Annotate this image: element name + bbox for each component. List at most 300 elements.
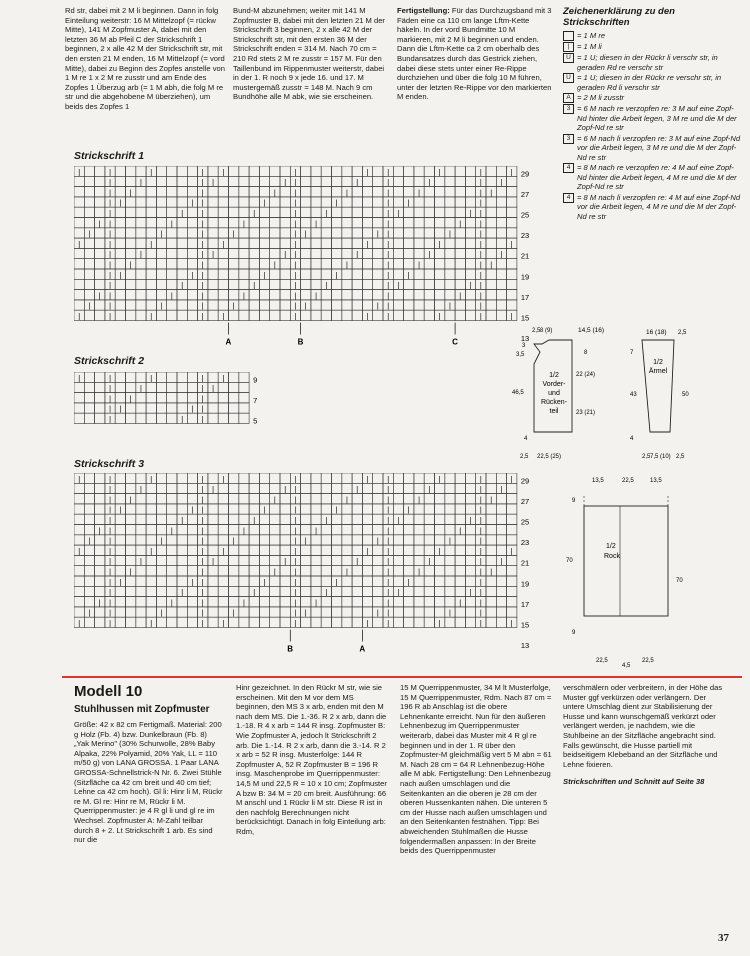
chart-stitch-mark: | xyxy=(304,229,307,239)
sleeve-w-bottom: 7,5 (10) xyxy=(650,454,671,460)
chart-stitch-mark: | xyxy=(222,311,225,321)
chart-cell xyxy=(177,259,187,269)
chart-cell xyxy=(373,525,383,535)
legend-item xyxy=(563,93,743,103)
chart-cell xyxy=(208,403,218,413)
chart-stitch-mark: | xyxy=(109,229,112,239)
chart-cell xyxy=(332,238,342,248)
chart-cell xyxy=(84,279,94,289)
chart-stitch-mark: | xyxy=(263,505,266,515)
chart-stitch-mark: | xyxy=(201,280,204,290)
chart-cell xyxy=(404,228,414,238)
chart-stitch-mark: | xyxy=(387,597,390,607)
chart-stitch-mark: | xyxy=(438,546,441,556)
chart-cell xyxy=(126,300,136,310)
chart-stitch-mark: | xyxy=(294,167,297,177)
chart-arrow-label: B xyxy=(287,644,294,654)
legend-text: = 8 M nach li verzopfen re: 4 M auf eine Zopf-Nd vor die Arbeit legen, 4 M re und die M der Zopf-Nd re str xyxy=(577,192,741,221)
chart-stitch-mark: | xyxy=(490,494,493,504)
chart-cell xyxy=(156,218,166,228)
chart-cell xyxy=(239,535,249,545)
body-label-4: Rücken- xyxy=(540,399,568,406)
chart-cell xyxy=(465,300,475,310)
chart-cell xyxy=(280,607,290,617)
chart-cell xyxy=(136,514,146,524)
chart-cell xyxy=(115,607,125,617)
chart-cell xyxy=(218,555,228,565)
chart-stitch-mark: | xyxy=(109,249,112,259)
chart-cell xyxy=(136,535,146,545)
chart-cell xyxy=(187,290,197,300)
chart-cell xyxy=(424,586,434,596)
chart-cell xyxy=(445,586,455,596)
chart-cell xyxy=(146,586,156,596)
chart-stitch-mark: | xyxy=(387,311,390,321)
chart-stitch-mark: | xyxy=(448,229,451,239)
chart-cell xyxy=(332,483,342,493)
chart-cell xyxy=(156,514,166,524)
chart-cell xyxy=(229,238,239,248)
chart-stitch-mark: | xyxy=(201,301,204,311)
chart-cell xyxy=(136,473,146,483)
body-w-bottom: 22,5 (25) xyxy=(537,454,562,460)
chart-cell xyxy=(136,576,146,586)
chart-cell xyxy=(187,382,197,392)
chart-cell xyxy=(156,555,166,565)
chart-cell xyxy=(95,607,105,617)
chart-cell xyxy=(362,279,372,289)
chart-cell xyxy=(455,545,465,555)
chart-cell xyxy=(167,310,177,320)
chart-cell xyxy=(208,525,218,535)
chart-cell xyxy=(301,187,311,197)
chart-stitch-mark: | xyxy=(479,229,482,239)
chart-cell xyxy=(507,555,517,565)
chart-cell xyxy=(270,248,280,258)
chart-cell xyxy=(311,504,321,514)
page-number: 37 xyxy=(718,932,729,944)
chart-cell xyxy=(115,166,125,176)
chart-cell xyxy=(208,310,218,320)
chart-stitch-mark: | xyxy=(510,474,513,484)
chart-cell xyxy=(249,228,259,238)
chart-cell xyxy=(280,187,290,197)
chart-cell xyxy=(373,187,383,197)
chart-cell xyxy=(465,176,475,186)
chart-stitch-mark: | xyxy=(407,577,410,587)
chart-stitch-mark: | xyxy=(315,218,318,228)
chart-cell xyxy=(465,535,475,545)
chart-stitch-mark: | xyxy=(109,414,112,424)
chart-cell xyxy=(373,483,383,493)
chart-row-label: 19 xyxy=(520,272,530,282)
chart-cell xyxy=(455,248,465,258)
chart-stitch-mark: | xyxy=(109,536,112,546)
chart-cell xyxy=(249,269,259,279)
model-title: Modell 10 xyxy=(74,683,143,700)
chart-cell xyxy=(342,310,352,320)
chart-cell xyxy=(270,607,280,617)
chart-cell xyxy=(486,207,496,217)
chart-cell xyxy=(218,597,228,607)
chart-cell xyxy=(404,166,414,176)
chart-cell xyxy=(393,576,403,586)
chart-cell xyxy=(218,382,228,392)
chart-cell xyxy=(146,382,156,392)
chart-cell xyxy=(486,576,496,586)
chart-cell xyxy=(393,248,403,258)
chart-cell xyxy=(95,576,105,586)
chart-cell xyxy=(414,248,424,258)
chart-cell xyxy=(424,218,434,228)
chart-cell xyxy=(115,413,125,423)
chart-cell xyxy=(95,504,105,514)
chart-row-label: 23 xyxy=(520,538,530,548)
chart-stitch-mark: | xyxy=(294,597,297,607)
chart-cell xyxy=(465,269,475,279)
chart-cell xyxy=(362,176,372,186)
chart-cell xyxy=(156,382,166,392)
chart-cell xyxy=(218,300,228,310)
chart-cell xyxy=(187,535,197,545)
chart-cell xyxy=(486,248,496,258)
chart-cell xyxy=(249,290,259,300)
chart-cell xyxy=(414,228,424,238)
chart-cell xyxy=(414,504,424,514)
chart-stitch-mark: | xyxy=(479,536,482,546)
chart-cell xyxy=(115,248,125,258)
chart-cell xyxy=(167,372,177,382)
chart-cell xyxy=(301,566,311,576)
chart-cell xyxy=(404,514,414,524)
chart-cell xyxy=(404,248,414,258)
chart-stitch-mark: | xyxy=(109,208,112,218)
chart-cell xyxy=(424,310,434,320)
chart-cell xyxy=(455,197,465,207)
chart-cell xyxy=(301,504,311,514)
chart-cell xyxy=(74,413,84,423)
chart-stitch-mark: | xyxy=(119,198,122,208)
chart-cell xyxy=(74,279,84,289)
chart-stitch-mark: | xyxy=(150,311,153,321)
chart-stitch-mark: | xyxy=(201,525,204,535)
chart-cell xyxy=(239,197,249,207)
sleeve-label-1: 1/2 xyxy=(653,359,663,366)
chart-cell xyxy=(373,259,383,269)
chart-cell xyxy=(115,545,125,555)
chart-stitch-mark: | xyxy=(201,177,204,187)
chart-stitch-mark: | xyxy=(469,515,472,525)
chart-stitch-mark: | xyxy=(170,597,173,607)
chart-cell xyxy=(435,535,445,545)
chart-cell xyxy=(393,566,403,576)
chart-cell xyxy=(373,290,383,300)
chart-cell xyxy=(445,555,455,565)
chart-cell xyxy=(74,382,84,392)
chart-stitch-mark: | xyxy=(201,270,204,280)
chart-cell xyxy=(280,310,290,320)
legend-symbol-icon: 3 xyxy=(563,104,574,114)
chart-cell xyxy=(301,514,311,524)
chart-stitch-mark: | xyxy=(88,301,91,311)
chart-cell xyxy=(352,238,362,248)
chart-cell xyxy=(187,300,197,310)
chart-cell xyxy=(187,597,197,607)
chart-cell xyxy=(404,566,414,576)
chart-cell xyxy=(146,207,156,217)
chart-cell xyxy=(445,279,455,289)
chart-cell xyxy=(187,586,197,596)
chart-cell xyxy=(136,525,146,535)
chart-cell xyxy=(455,514,465,524)
chart-cell xyxy=(270,279,280,289)
chart-cell xyxy=(249,483,259,493)
chart-cell xyxy=(177,525,187,535)
chart-cell xyxy=(208,238,218,248)
body-w-left-top: 2,5 xyxy=(532,328,541,334)
chart-row-label: 25 xyxy=(520,210,530,220)
chart-cell xyxy=(486,535,496,545)
chart-cell xyxy=(280,300,290,310)
chart-cell xyxy=(486,269,496,279)
chart-cell xyxy=(321,535,331,545)
chart-cell xyxy=(280,494,290,504)
chart-cell xyxy=(95,403,105,413)
chart-cell xyxy=(156,310,166,320)
chart-cell xyxy=(84,290,94,300)
chart-cell xyxy=(332,473,342,483)
chart-cell xyxy=(321,566,331,576)
chart-row-label: 29 xyxy=(520,169,530,179)
chart-cell xyxy=(465,166,475,176)
chart-cell xyxy=(393,494,403,504)
chart-cell xyxy=(187,413,197,423)
chart-stitch-mark: | xyxy=(387,301,390,311)
chart-cell xyxy=(84,483,94,493)
chart-cell xyxy=(455,555,465,565)
chart-stitch-mark: | xyxy=(181,515,184,525)
fertigstellung-heading: Fertigstellung: xyxy=(397,6,450,15)
chart-cell xyxy=(249,300,259,310)
chart-stitch-mark: | xyxy=(222,373,225,383)
chart-cell xyxy=(74,504,84,514)
chart-stitch-mark: | xyxy=(479,608,482,618)
chart-stitch-mark: | xyxy=(119,577,122,587)
chart-cell xyxy=(249,566,259,576)
chart-cell xyxy=(373,545,383,555)
chart-cell xyxy=(115,393,125,403)
chart-stitch-mark: | xyxy=(469,587,472,597)
chart-cell xyxy=(404,176,414,186)
chart-cell xyxy=(126,248,136,258)
chart-stitch-mark: | xyxy=(510,618,513,628)
chart-cell xyxy=(229,187,239,197)
chart-cell xyxy=(455,300,465,310)
chart-stitch-mark: | xyxy=(201,608,204,618)
chart-cell xyxy=(424,473,434,483)
chart-cell xyxy=(167,403,177,413)
legend-item xyxy=(563,163,743,192)
chart-stitch-mark: | xyxy=(150,618,153,628)
chart-stitch-mark: | xyxy=(376,608,379,618)
chart-cell xyxy=(362,300,372,310)
chart-cell xyxy=(342,218,352,228)
chart-cell xyxy=(218,393,228,403)
chart-cell xyxy=(373,586,383,596)
chart-cell xyxy=(486,176,496,186)
chart-cell xyxy=(270,555,280,565)
chart-stitch-mark: | xyxy=(181,414,184,424)
chart-stitch-mark: | xyxy=(181,587,184,597)
chart-stitch-mark: | xyxy=(222,546,225,556)
top-column-1 xyxy=(65,6,225,112)
chart-cell xyxy=(455,607,465,617)
chart-cell xyxy=(342,504,352,514)
chart-cell xyxy=(259,166,269,176)
chart-cell xyxy=(74,525,84,535)
chart-cell xyxy=(270,300,280,310)
chart-stitch-mark: | xyxy=(490,187,493,197)
chart-stitch-mark: | xyxy=(253,515,256,525)
model-column-4 xyxy=(563,683,723,787)
chart-cell xyxy=(177,238,187,248)
chart-cell xyxy=(435,187,445,197)
chart-stitch-mark: | xyxy=(109,567,112,576)
chart-stitch-mark: | xyxy=(366,311,369,321)
chart-cell xyxy=(404,218,414,228)
chart-cell xyxy=(84,207,94,217)
chart-cell xyxy=(465,187,475,197)
chart-cell xyxy=(424,279,434,289)
chart-cell xyxy=(187,393,197,403)
chart-cell xyxy=(208,617,218,627)
chart-stitch-mark: | xyxy=(387,474,390,484)
chart-cell xyxy=(507,300,517,310)
chart-cell xyxy=(496,238,506,248)
chart-cell xyxy=(136,566,146,576)
chart-cell xyxy=(259,545,269,555)
chart-cell xyxy=(321,166,331,176)
chart-cell xyxy=(126,372,136,382)
chart-cell xyxy=(136,403,146,413)
chart-stitch-mark: | xyxy=(479,260,482,269)
chart-cell xyxy=(136,372,146,382)
chart-stitch-mark: | xyxy=(387,536,390,546)
chart-cell xyxy=(496,207,506,217)
chart-stitch-mark: | xyxy=(129,260,132,269)
chart-cell xyxy=(177,290,187,300)
chart-cell xyxy=(208,207,218,217)
chart-cell xyxy=(507,607,517,617)
chart-cell xyxy=(465,473,475,483)
chart-cell xyxy=(445,617,455,627)
chart-cell xyxy=(332,617,342,627)
chart-stitch-mark: | xyxy=(201,618,204,628)
chart-cell xyxy=(280,279,290,289)
chart-2-title: Strickschrift 2 xyxy=(74,355,145,367)
chart-cell xyxy=(424,535,434,545)
chart-cell xyxy=(95,300,105,310)
chart-stitch-mark: | xyxy=(201,597,204,607)
skirt-h-mid: 70 xyxy=(566,558,573,564)
chart-cell xyxy=(74,269,84,279)
chart-cell xyxy=(74,514,84,524)
chart-cell xyxy=(259,607,269,617)
chart-stitch-mark: | xyxy=(387,618,390,628)
chart-cell xyxy=(311,300,321,310)
chart-cell xyxy=(126,413,136,423)
legend-text: = 8 M nach re verzopfen re: 4 M auf eine Zopf-Nd hinter die Arbeit legen, 4 M re und die M der Zopf-Nd re str xyxy=(577,163,737,191)
model-column-3 xyxy=(400,683,552,856)
chart-stitch-mark: | xyxy=(201,474,204,484)
chart-stitch-mark: | xyxy=(109,301,112,311)
chart-cell xyxy=(84,525,94,535)
chart-stitch-mark: | xyxy=(459,218,462,228)
chart-cell xyxy=(84,238,94,248)
chart-cell xyxy=(393,310,403,320)
chart-cell xyxy=(414,586,424,596)
knitting-chart-1 xyxy=(74,166,534,352)
chart-cell xyxy=(177,473,187,483)
chart-cell xyxy=(414,300,424,310)
chart-cell xyxy=(239,545,249,555)
chart-cell xyxy=(74,403,84,413)
chart-stitch-mark: | xyxy=(109,198,112,208)
chart-cell xyxy=(445,514,455,524)
chart-cell xyxy=(115,176,125,186)
chart-stitch-mark: | xyxy=(294,249,297,259)
chart-cell xyxy=(424,207,434,217)
chart-cell xyxy=(95,259,105,269)
chart-stitch-mark: | xyxy=(500,177,503,187)
chart-stitch-mark: | xyxy=(387,260,390,269)
chart-cell xyxy=(414,617,424,627)
chart-stitch-mark: | xyxy=(479,208,482,218)
chart-cell xyxy=(445,576,455,586)
chart-cell xyxy=(208,576,218,586)
chart-stitch-mark: | xyxy=(448,536,451,546)
chart-cell xyxy=(156,525,166,535)
chart-cell xyxy=(342,586,352,596)
chart-cell xyxy=(115,617,125,627)
chart-cell xyxy=(126,545,136,555)
chart-cell xyxy=(187,176,197,186)
chart-stitch-mark: | xyxy=(294,546,297,556)
chart-cell xyxy=(136,228,146,238)
chart-cell xyxy=(126,483,136,493)
chart-cell xyxy=(115,187,125,197)
chart-cell xyxy=(280,617,290,627)
chart-cell xyxy=(239,607,249,617)
chart-cell xyxy=(507,279,517,289)
chart-cell xyxy=(167,413,177,423)
chart-row-label: 21 xyxy=(520,558,530,568)
chart-cell xyxy=(507,535,517,545)
chart-cell xyxy=(259,555,269,565)
chart-stitch-mark: | xyxy=(263,270,266,280)
chart-cell xyxy=(95,228,105,238)
chart-stitch-mark: | xyxy=(201,290,204,300)
chart-cell xyxy=(229,207,239,217)
chart-cell xyxy=(301,545,311,555)
chart-cell xyxy=(404,238,414,248)
chart-cell xyxy=(259,248,269,258)
chart-cell xyxy=(229,176,239,186)
chart-cell xyxy=(486,504,496,514)
chart-cell xyxy=(393,483,403,493)
chart-stitch-mark: | xyxy=(201,208,204,218)
chart-cell xyxy=(136,504,146,514)
